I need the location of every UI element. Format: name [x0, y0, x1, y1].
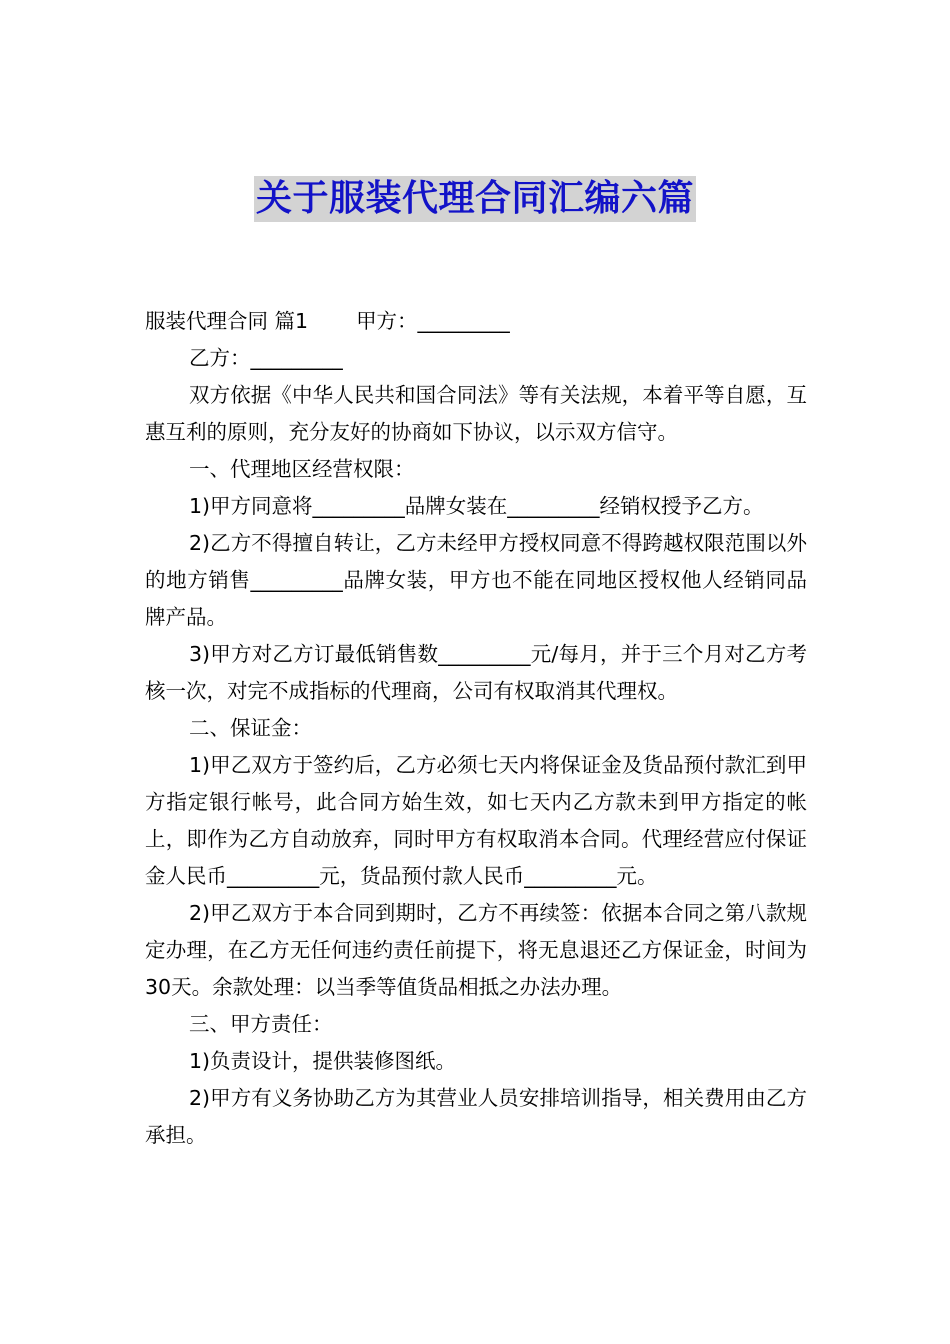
contract-heading: 服装代理合同 篇1 — [145, 309, 309, 333]
section-heading: 一、代理地区经营权限： — [189, 457, 415, 481]
paragraph: 2)甲乙双方于本合同到期时，乙方不再续签：依据本合同之第八款规定办理，在乙方无任何违约责任前提下，将无息退还乙方保证金，时间为30天。余款处理：以当季等值货品相抵之办法办理。 — [145, 901, 807, 999]
paragraph: 2)乙方不得擅自转让，乙方未经甲方授权同意不得跨越权限范围以外的地方销售_________品牌女装，甲方也不能在同地区授权他人经销同品牌产品。 — [145, 531, 807, 629]
party-a-line: 甲方：_________ — [356, 309, 510, 333]
paragraph: 1)甲乙双方于签约后，乙方必须七天内将保证金及货品预付款汇到甲方指定银行帐号，此合同方始生效，如七天内乙方款未到甲方指定的帐上，即作为乙方自动放弃，同时甲方有权取消本合同。代理经营应付保证金人民币_________元，货品预付款人民币_________元。 — [145, 753, 807, 888]
title-area — [0, 176, 950, 222]
party-b-line: 乙方：_________ — [189, 346, 343, 370]
section-heading: 二、保证金： — [189, 716, 312, 740]
section-heading: 三、甲方责任： — [189, 1012, 333, 1036]
paragraph: 1)甲方同意将_________品牌女装在_________经销权授予乙方。 — [189, 494, 764, 518]
paragraph: 3)甲方对乙方订最低销售数_________元/每月，并于三个月对乙方考核一次，对完不成指标的代理商，公司有权取消其代理权。 — [145, 642, 807, 703]
document-body — [145, 303, 807, 1154]
paragraph: 2)甲方有义务协助乙方为其营业人员安排培训指导，相关费用由乙方承担。 — [145, 1086, 807, 1147]
paragraph: 双方依据《中华人民共和国合同法》等有关法规，本着平等自愿，互惠互利的原则，充分友好的协商如下协议，以示双方信守。 — [145, 383, 807, 444]
paragraph: 1)负责设计，提供装修图纸。 — [189, 1049, 457, 1073]
heading-line — [145, 303, 807, 340]
document-title: 关于服装代理合同汇编六篇 — [254, 176, 696, 222]
